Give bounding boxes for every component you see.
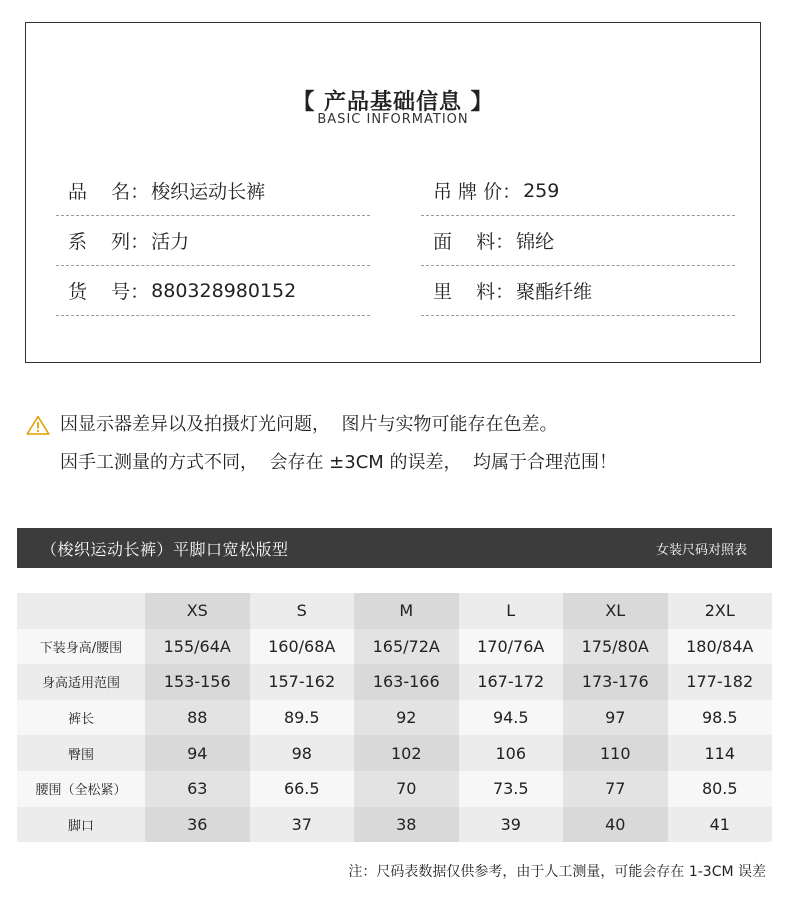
row-label: 脚口 bbox=[17, 807, 145, 843]
info-label: 吊 牌 价： bbox=[433, 181, 522, 203]
table-cell: 102 bbox=[354, 735, 459, 771]
size-header: 2XL bbox=[668, 593, 773, 629]
notice-text-2: 因手工测量的方式不同， 会存在 ±3CM 的误差， 均属于合理范围！ bbox=[60, 452, 617, 473]
table-cell: 180/84A bbox=[668, 629, 773, 665]
size-header: S bbox=[250, 593, 355, 629]
table-cell: 63 bbox=[145, 771, 250, 807]
info-item-product-name bbox=[56, 166, 370, 216]
table-cell: 39 bbox=[459, 807, 564, 843]
color-difference-notice bbox=[26, 406, 617, 482]
size-header: L bbox=[459, 593, 564, 629]
row-label: 腰围（全松紧） bbox=[17, 771, 145, 807]
table-row bbox=[17, 807, 772, 843]
info-item-fabric bbox=[421, 216, 735, 266]
info-value: 259 bbox=[523, 179, 560, 202]
info-label: 面 料： bbox=[433, 231, 515, 253]
table-cell: 94.5 bbox=[459, 700, 564, 736]
row-label: 裤长 bbox=[17, 700, 145, 736]
size-chart-label: 女装尺码对照表 bbox=[655, 542, 747, 558]
table-cell: 97 bbox=[563, 700, 668, 736]
table-row bbox=[17, 771, 772, 807]
table-cell: 70 bbox=[354, 771, 459, 807]
header-corner bbox=[17, 593, 145, 629]
info-value: 880328980152 bbox=[151, 279, 297, 302]
table-cell: 36 bbox=[145, 807, 250, 843]
info-item-lining bbox=[421, 266, 735, 316]
table-cell: 41 bbox=[668, 807, 773, 843]
table-cell: 94 bbox=[145, 735, 250, 771]
size-header: XS bbox=[145, 593, 250, 629]
row-label: 臀围 bbox=[17, 735, 145, 771]
table-cell: 163-166 bbox=[354, 664, 459, 700]
table-cell: 170/76A bbox=[459, 629, 564, 665]
size-header: M bbox=[354, 593, 459, 629]
table-cell: 89.5 bbox=[250, 700, 355, 736]
info-item-sku bbox=[56, 266, 370, 316]
table-cell: 177-182 bbox=[668, 664, 773, 700]
table-cell: 173-176 bbox=[563, 664, 668, 700]
table-cell: 88 bbox=[145, 700, 250, 736]
table-cell: 77 bbox=[563, 771, 668, 807]
table-cell: 40 bbox=[563, 807, 668, 843]
table-cell: 98.5 bbox=[668, 700, 773, 736]
size-header: XL bbox=[563, 593, 668, 629]
info-value: 活力 bbox=[151, 231, 190, 253]
info-value: 梭织运动长裤 bbox=[151, 181, 266, 203]
info-label: 系 列： bbox=[68, 231, 150, 253]
size-table bbox=[17, 593, 772, 842]
table-cell: 106 bbox=[459, 735, 564, 771]
table-row bbox=[17, 735, 772, 771]
table-cell: 37 bbox=[250, 807, 355, 843]
notice-line-1 bbox=[26, 406, 617, 444]
table-cell: 80.5 bbox=[668, 771, 773, 807]
table-row bbox=[17, 664, 772, 700]
table-cell: 73.5 bbox=[459, 771, 564, 807]
table-cell: 175/80A bbox=[563, 629, 668, 665]
info-label: 货 号： bbox=[68, 281, 150, 303]
table-row bbox=[17, 629, 772, 665]
size-chart-footnote: 注：尺码表数据仅供参考，由于人工测量，可能会存在 1-3CM 误差 bbox=[348, 864, 766, 880]
size-chart-title: （梭织运动长裤）平脚口宽松版型 bbox=[41, 539, 289, 559]
table-cell: 153-156 bbox=[145, 664, 250, 700]
warning-triangle-icon bbox=[26, 415, 50, 435]
info-title: 【 产品基础信息 】 bbox=[292, 90, 494, 115]
notice-line-2 bbox=[26, 444, 617, 482]
info-item-tag-price bbox=[421, 166, 735, 216]
table-cell: 114 bbox=[668, 735, 773, 771]
table-cell: 38 bbox=[354, 807, 459, 843]
info-label: 里 料： bbox=[433, 281, 515, 303]
table-row bbox=[17, 700, 772, 736]
row-label: 下装身高/腰围 bbox=[17, 629, 145, 665]
table-cell: 98 bbox=[250, 735, 355, 771]
table-cell: 66.5 bbox=[250, 771, 355, 807]
table-cell: 92 bbox=[354, 700, 459, 736]
info-value: 聚酯纤维 bbox=[516, 281, 593, 303]
table-cell: 157-162 bbox=[250, 664, 355, 700]
size-chart-banner bbox=[17, 528, 772, 568]
table-cell: 155/64A bbox=[145, 629, 250, 665]
table-cell: 110 bbox=[563, 735, 668, 771]
table-cell: 160/68A bbox=[250, 629, 355, 665]
basic-info-panel bbox=[25, 22, 761, 363]
table-cell: 167-172 bbox=[459, 664, 564, 700]
info-label: 品 名： bbox=[68, 181, 150, 203]
row-label: 身高适用范围 bbox=[17, 664, 145, 700]
table-cell: 165/72A bbox=[354, 629, 459, 665]
info-item-series bbox=[56, 216, 370, 266]
size-header-row bbox=[17, 593, 772, 629]
info-subtitle: BASIC INFORMATION bbox=[317, 112, 469, 127]
notice-text-1: 因显示器差异以及拍摄灯光问题， 图片与实物可能存在色差。 bbox=[60, 414, 558, 435]
info-value: 锦纶 bbox=[516, 231, 555, 253]
